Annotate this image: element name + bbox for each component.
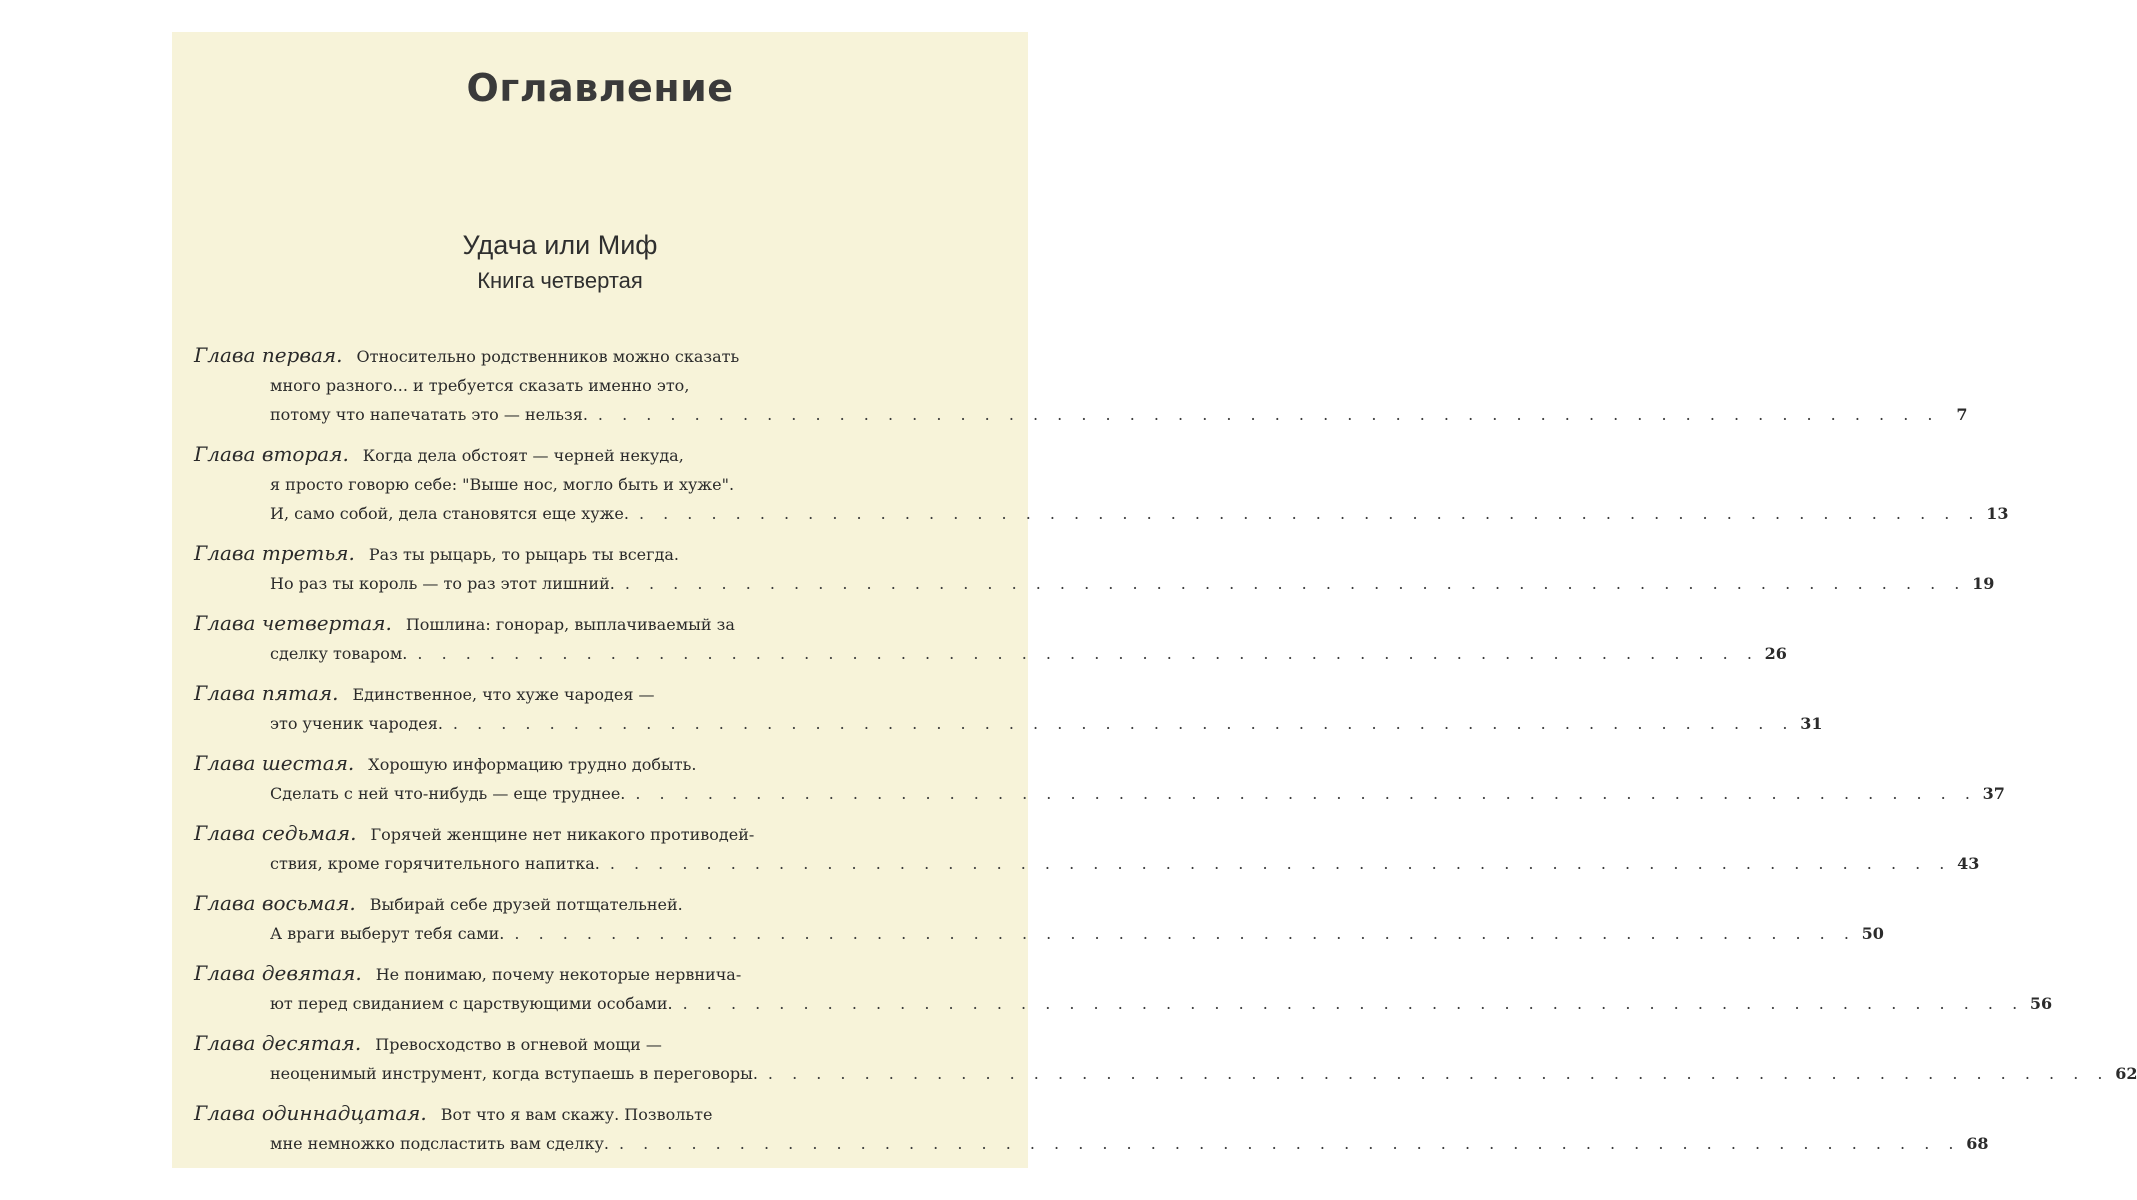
toc-entry-text-wrap xyxy=(194,442,684,466)
toc-entry-line xyxy=(194,400,1968,429)
toc-entry-text-wrap xyxy=(194,751,697,775)
toc-entry-line xyxy=(194,989,2053,1018)
chapter-description: Относительно родственников можно сказать xyxy=(356,347,740,366)
dot-leader: . . . . . . . . . . . . . . . . . . . . . . . . . . . . . . . . . . . . . . . . . . . . . . . . . . . . . . . . xyxy=(635,784,1977,803)
page-number: 13 xyxy=(1986,504,2009,523)
toc-heading: Оглавление xyxy=(466,66,734,110)
toc-entry-line xyxy=(194,470,934,499)
chapter-label: Глава пятая. xyxy=(194,681,339,705)
toc-entry-text-wrap xyxy=(270,376,689,395)
page-number: 68 xyxy=(1966,1134,1989,1153)
chapter-description: А враги выберут тебя сами. xyxy=(270,924,505,943)
chapter-label: Глава первая. xyxy=(194,343,343,367)
chapter-description: Не понимаю, почему некоторые нервнича- xyxy=(375,965,742,984)
toc-entry-first-line xyxy=(194,1098,934,1129)
toc-entry-text-wrap xyxy=(270,709,443,738)
dot-leader: . . . . . . . . . . . . . . . . . . . . . . . . . . . . . . . . . . . . . . . . . . . . . . . . . . . . . . . . xyxy=(624,574,1967,593)
toc-entry xyxy=(194,678,1823,738)
chapter-description: я просто говорю себе: "Выше нос, могло быть и хуже". xyxy=(270,475,735,494)
entry-spacer xyxy=(194,598,934,608)
chapter-label: Глава третья. xyxy=(194,541,355,565)
chapter-description: Хорошую информацию трудно добыть. xyxy=(368,755,697,774)
toc-entry xyxy=(194,1028,2137,1088)
chapter-description: Выбирай себе друзей потщательней. xyxy=(369,895,683,914)
dot-leader: . . . . . . . . . . . . . . . . . . . . . . . . . . . . . . . . . . . . . . . . . . . . . . . . . . . . . . . . xyxy=(618,1134,1961,1153)
toc-entry-line xyxy=(194,1059,2137,1088)
chapter-description: мне немножко подсластить вам сделку. xyxy=(270,1134,609,1153)
entry-spacer xyxy=(194,1018,934,1028)
toc-entry-text-wrap xyxy=(270,569,615,598)
chapter-description: Единственное, что хуже чародея — xyxy=(352,685,655,704)
toc-entry-first-line xyxy=(194,678,934,709)
toc-entry xyxy=(194,1098,1989,1158)
chapter-label: Глава шестая. xyxy=(194,751,355,775)
toc-entry-text-wrap xyxy=(194,1031,662,1055)
dot-leader: . . . . . . . . . . . . . . . . . . . . . . . . . . . . . . . . . . . . . . . . . . . . . . . . . . . . . . . . xyxy=(638,504,1981,523)
chapter-label: Глава девятая. xyxy=(194,961,362,985)
page-number: 56 xyxy=(2029,994,2053,1013)
toc-entry-line xyxy=(194,639,1787,668)
toc-entry-line xyxy=(194,499,2009,528)
chapter-description: Когда дела обстоят — черней некуда, xyxy=(362,446,684,465)
chapter-description: Сделать с ней что-нибудь — еще труднее. xyxy=(270,784,626,803)
toc-entry-line xyxy=(194,919,1884,948)
toc-entry-line xyxy=(194,569,1995,598)
chapter-label: Глава восьмая. xyxy=(194,891,356,915)
chapter-description: ют перед свиданием с царствующими особами. xyxy=(270,994,673,1013)
book-subtitle: Книга четвертая xyxy=(477,268,643,293)
toc-entry-first-line xyxy=(194,958,934,989)
chapter-description: И, само собой, дела становятся еще хуже. xyxy=(270,504,629,523)
toc-entry xyxy=(194,818,1980,878)
toc-entry-text-wrap xyxy=(194,821,755,845)
toc-entry-text-wrap xyxy=(194,343,740,367)
chapter-description: много разного... и требуется сказать именно это, xyxy=(270,376,690,395)
table-of-contents xyxy=(194,340,2137,1158)
toc-entry-first-line xyxy=(194,538,934,569)
toc-entry-text-wrap xyxy=(270,779,625,808)
toc-entry-text-wrap xyxy=(270,1059,758,1088)
entry-spacer xyxy=(194,738,934,748)
dot-leader: . . . . . . . . . . . . . . . . . . . . . . . . . . . . . . . . . . . . . . . . . . . . . . . . . . . . . . . . xyxy=(609,854,1952,873)
page-number: 50 xyxy=(1861,924,1884,943)
toc-entry xyxy=(194,538,1995,598)
chapter-label: Глава одиннадцатая. xyxy=(194,1101,427,1125)
chapter-label: Глава десятая. xyxy=(194,1031,362,1055)
toc-entry-first-line xyxy=(194,748,934,779)
entry-spacer xyxy=(194,528,934,538)
chapter-description: Горячей женщине нет никакого противодей- xyxy=(370,825,755,844)
toc-entry xyxy=(194,748,2005,808)
toc-entry-line xyxy=(194,709,1823,738)
toc-entry-text-wrap xyxy=(270,989,673,1018)
dot-leader: . . . . . . . . . . . . . . . . . . . . . . . . . . . . . . . . . . . . . . . . . . . . . . . . . . . . . . . . xyxy=(767,1064,2110,1083)
dot-leader: . . . . . . . . . . . . . . . . . . . . . . . . . . . . . . . . . . . . . . . . . . . . . . . . . . . . . . . . xyxy=(597,405,1940,424)
toc-entry-line xyxy=(194,849,1980,878)
toc-entry-first-line xyxy=(194,608,934,639)
toc-entry-text-wrap xyxy=(270,639,407,668)
chapter-description: ствия, кроме горячительного напитка. xyxy=(270,854,600,873)
toc-entry-first-line xyxy=(194,439,934,470)
page-number: 7 xyxy=(1956,405,1968,424)
entry-spacer xyxy=(194,948,934,958)
toc-entry-text-wrap xyxy=(270,919,504,948)
chapter-label: Глава вторая. xyxy=(194,442,349,466)
chapter-description: неоценимый инструмент, когда вступаешь в переговоры. xyxy=(270,1064,758,1083)
toc-entry-first-line xyxy=(194,818,934,849)
entry-spacer xyxy=(194,878,934,888)
toc-entry-text-wrap xyxy=(270,475,734,494)
dot-leader: . . . . . . . . . . . . . . . . . . . . . . . . . . . . . . . . . . . . . . . . . . . . . . . . . . . . . . . . xyxy=(417,644,1759,663)
chapter-label: Глава четвертая. xyxy=(194,611,392,635)
chapter-description: потому что напечатать это — нельзя. xyxy=(270,405,588,424)
chapter-description: Раз ты рыцарь, то рыцарь ты всегда. xyxy=(368,545,679,564)
chapter-label: Глава седьмая. xyxy=(194,821,357,845)
toc-entry-line xyxy=(194,1129,1989,1158)
toc-entry-text-wrap xyxy=(194,611,735,635)
entry-spacer xyxy=(194,808,934,818)
page-number: 37 xyxy=(1982,784,2005,803)
toc-entry-text-wrap xyxy=(270,1129,609,1158)
entry-spacer xyxy=(194,1088,934,1098)
toc-entry-first-line xyxy=(194,1028,934,1059)
chapter-description: Вот что я вам скажу. Позвольте xyxy=(440,1105,713,1124)
toc-entry-first-line xyxy=(194,888,934,919)
page-number: 62 xyxy=(2115,1064,2137,1083)
toc-entry-first-line xyxy=(194,340,934,371)
toc-entry-text-wrap xyxy=(194,891,683,915)
toc-entry xyxy=(194,608,1787,668)
entry-spacer xyxy=(194,668,934,678)
toc-entry-text-wrap xyxy=(194,541,679,565)
toc-entry xyxy=(194,439,2009,528)
chapter-description: Превосходство в огневой мощи — xyxy=(375,1035,662,1054)
toc-entry xyxy=(194,958,2053,1018)
page-number: 43 xyxy=(1957,854,1980,873)
page-number: 19 xyxy=(1972,574,1995,593)
toc-entry-text-wrap xyxy=(270,849,600,878)
book-page xyxy=(172,32,2137,1168)
dot-leader: . . . . . . . . . . . . . . . . . . . . . . . . . . . . . . . . . . . . . . . . . . . . . . . . . . . . . . . . xyxy=(514,924,1856,943)
page-number: 31 xyxy=(1800,714,1823,733)
dot-leader: . . . . . . . . . . . . . . . . . . . . . . . . . . . . . . . . . . . . . . . . . . . . . . . . . . . . . . . . xyxy=(452,714,1795,733)
toc-entry-text-wrap xyxy=(194,1101,713,1125)
page-number: 26 xyxy=(1764,644,1787,663)
toc-entry-text-wrap xyxy=(270,499,629,528)
toc-entry-text-wrap xyxy=(194,681,655,705)
entry-spacer xyxy=(194,429,934,439)
toc-entry-line xyxy=(194,371,934,400)
dot-leader: . . . . . . . . . . . . . . . . . . . . . . . . . . . . . . . . . . . . . . . . . . . . . . . . . . . . . . . . xyxy=(682,994,2025,1013)
chapter-description: Но раз ты король — то раз этот лишний. xyxy=(270,574,615,593)
toc-entry-text-wrap xyxy=(270,400,588,429)
toc-entry-line xyxy=(194,779,2005,808)
toc-entry xyxy=(194,340,1968,429)
chapter-description: это ученик чародея. xyxy=(270,714,443,733)
toc-entry xyxy=(194,888,1884,948)
chapter-description: Пошлина: гонорар, выплачиваемый за xyxy=(405,615,735,634)
book-title: Удача или Миф xyxy=(462,230,658,260)
chapter-description: сделку товаром. xyxy=(270,644,408,663)
toc-entry-text-wrap xyxy=(194,961,742,985)
